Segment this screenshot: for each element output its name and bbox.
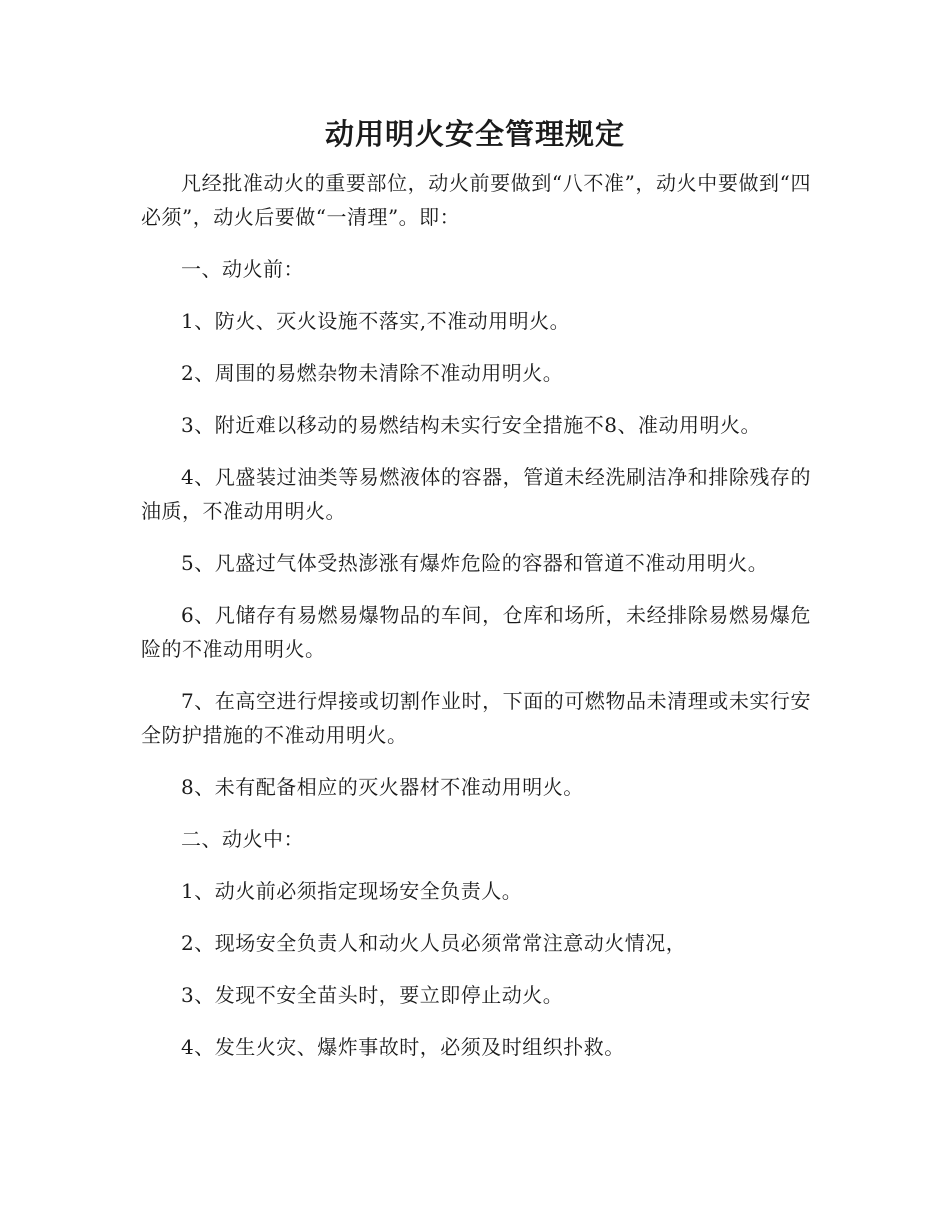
document-body bbox=[141, 166, 811, 1082]
paragraph-item: 8、未有配备相应的灭火器材不准动用明火。 bbox=[181, 775, 584, 799]
paragraph-item: 2、现场安全负责人和动火人员必须常常注意动火情况， bbox=[181, 931, 687, 955]
paragraph-item: 2、周围的易燃杂物未清除不准动用明火。 bbox=[181, 361, 564, 385]
section-heading-before: 一、动火前： bbox=[181, 257, 304, 281]
document-title: 动用明火安全管理规定 bbox=[324, 117, 625, 151]
paragraph-intro: 凡经批准动火的重要部位，动火前要做到“八不准”，动火中要做到“四必须”，动火后要做“一清理”。即： bbox=[141, 171, 811, 229]
paragraph-item: 6、凡储存有易燃易爆物品的车间，仓库和场所，未经排除易燃易爆危险的不准动用明火。 bbox=[141, 603, 811, 661]
paragraph-item: 1、动火前必须指定现场安全负责人。 bbox=[181, 879, 523, 903]
paragraph-item: 5、凡盛过气体受热澎涨有爆炸危险的容器和管道不准动用明火。 bbox=[181, 551, 769, 575]
paragraph-item: 3、附近难以移动的易燃结构未实行安全措施不8、准动用明火。 bbox=[181, 413, 761, 437]
section-heading-during: 二、动火中： bbox=[181, 827, 304, 851]
paragraph-item: 3、发现不安全苗头时，要立即停止动火。 bbox=[181, 983, 564, 1007]
paragraph-item: 1、防火、灭火设施不落实,不准动用明火。 bbox=[181, 309, 571, 333]
paragraph-item: 7、在高空进行焊接或切割作业时，下面的可燃物品未清理或未实行安全防护措施的不准动用明火。 bbox=[141, 689, 811, 747]
paragraph-item: 4、发生火灾、爆炸事故时，必须及时组织扑救。 bbox=[181, 1035, 625, 1059]
paragraph-item: 4、凡盛装过油类等易燃液体的容器，管道未经洗刷洁净和排除残存的油质，不准动用明火。 bbox=[141, 465, 811, 523]
